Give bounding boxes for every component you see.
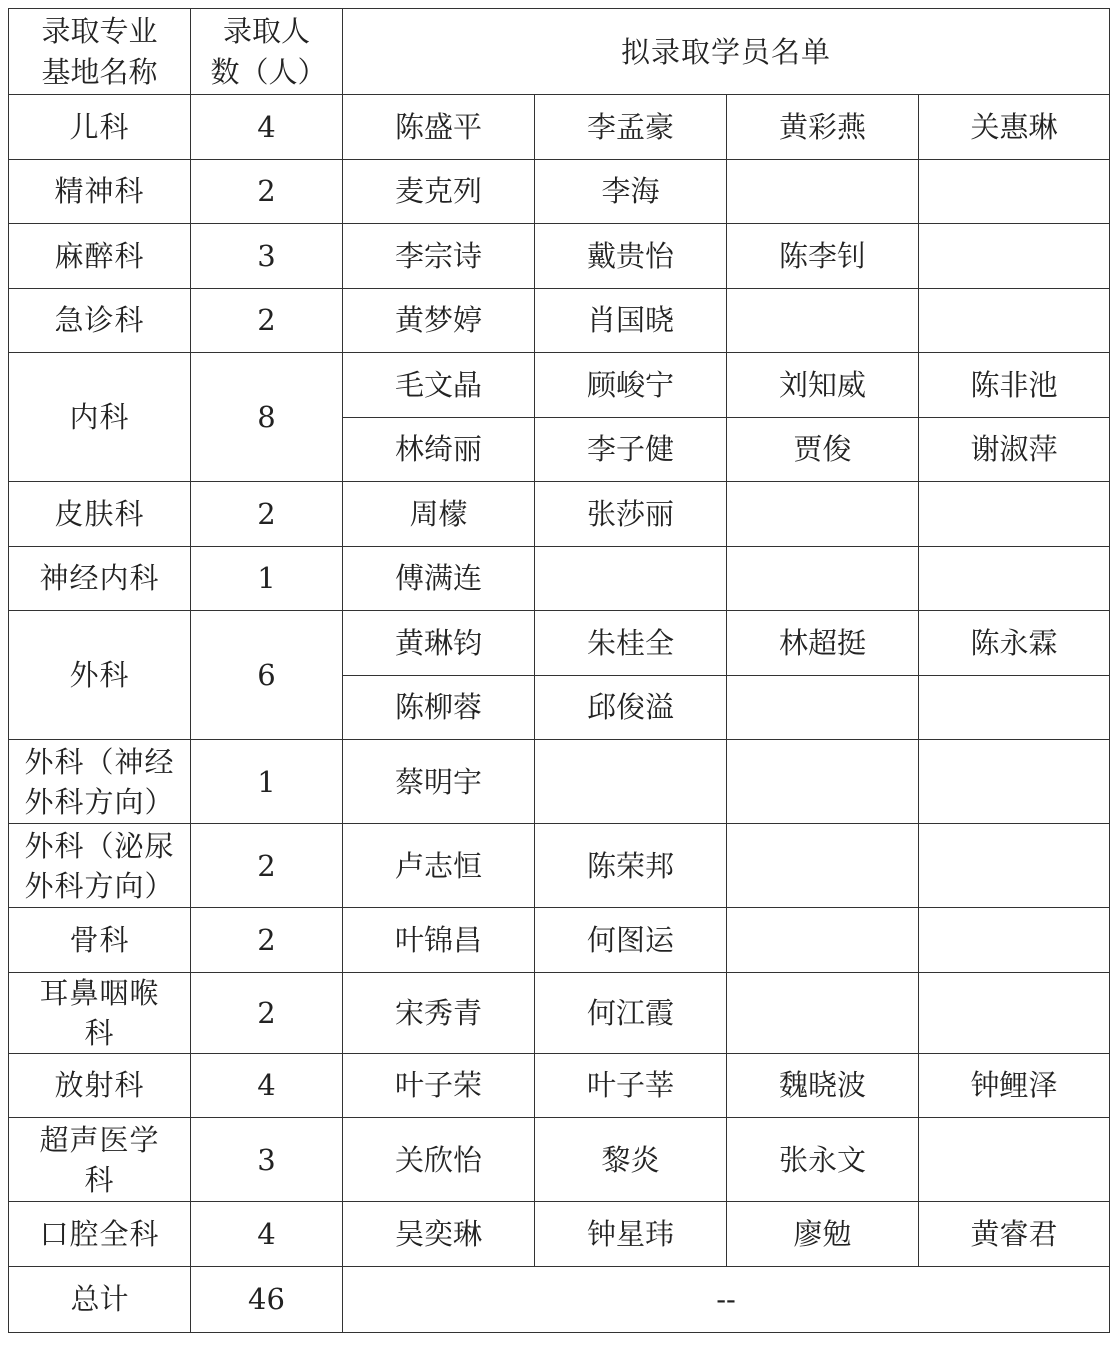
- name-cell: 叶子莘: [535, 1053, 727, 1118]
- name-cell: [919, 908, 1110, 973]
- table-row: [9, 1053, 1110, 1118]
- admission-table: [8, 8, 1110, 1333]
- name-cell: 刘知威: [727, 353, 919, 418]
- name-cell: 顾峻宁: [535, 353, 727, 418]
- table-row: [9, 95, 1110, 160]
- name-cell: [535, 740, 727, 824]
- name-cell: [919, 972, 1110, 1053]
- name-cell: [919, 824, 1110, 908]
- dept-cell: 内科: [9, 353, 191, 482]
- name-cell: 戴贵怡: [535, 224, 727, 289]
- name-cell: [727, 675, 919, 740]
- name-cell: [919, 288, 1110, 353]
- name-cell: [727, 482, 919, 547]
- name-cell: 卢志恒: [343, 824, 535, 908]
- name-cell: [919, 482, 1110, 547]
- name-cell: 李海: [535, 159, 727, 224]
- name-cell: 林超挺: [727, 611, 919, 676]
- name-cell: 肖国晓: [535, 288, 727, 353]
- count-cell: 2: [191, 824, 343, 908]
- name-cell: 黄睿君: [919, 1202, 1110, 1267]
- name-cell: 叶锦昌: [343, 908, 535, 973]
- count-cell: 3: [191, 1118, 343, 1202]
- dept-cell: 耳鼻咽喉科: [9, 972, 191, 1053]
- dept-cell: 麻醉科: [9, 224, 191, 289]
- count-cell: 6: [191, 611, 343, 740]
- dept-cell: 放射科: [9, 1053, 191, 1118]
- name-cell: [727, 824, 919, 908]
- count-cell: 2: [191, 482, 343, 547]
- name-cell: 何江霞: [535, 972, 727, 1053]
- table-row: [9, 546, 1110, 611]
- count-cell: 8: [191, 353, 343, 482]
- name-cell: 黄琳钧: [343, 611, 535, 676]
- dept-cell: 超声医学科: [9, 1118, 191, 1202]
- name-cell: 麦克列: [343, 159, 535, 224]
- name-cell: 邱俊溢: [535, 675, 727, 740]
- name-cell: [727, 159, 919, 224]
- count-cell: 1: [191, 546, 343, 611]
- name-cell: [727, 288, 919, 353]
- count-cell: 2: [191, 972, 343, 1053]
- name-cell: 张莎丽: [535, 482, 727, 547]
- dept-cell: 外科: [9, 611, 191, 740]
- header-dept: 录取专业基地名称: [9, 9, 191, 95]
- count-cell: 4: [191, 1202, 343, 1267]
- table-row: [9, 288, 1110, 353]
- name-cell: 黎炎: [535, 1118, 727, 1202]
- count-cell: 4: [191, 1053, 343, 1118]
- name-cell: 陈非池: [919, 353, 1110, 418]
- count-cell: 2: [191, 908, 343, 973]
- name-cell: 何图运: [535, 908, 727, 973]
- name-cell: 蔡明宇: [343, 740, 535, 824]
- name-cell: 关惠琳: [919, 95, 1110, 160]
- count-cell: 1: [191, 740, 343, 824]
- dept-cell: 皮肤科: [9, 482, 191, 547]
- dept-cell: 外科（神经外科方向）: [9, 740, 191, 824]
- dept-cell: 儿科: [9, 95, 191, 160]
- name-cell: 林绮丽: [343, 417, 535, 482]
- name-cell: [727, 740, 919, 824]
- name-cell: 叶子荣: [343, 1053, 535, 1118]
- table-row: [9, 824, 1110, 908]
- name-cell: [919, 159, 1110, 224]
- table-row: [9, 353, 1110, 418]
- name-cell: [919, 546, 1110, 611]
- table-row: [9, 611, 1110, 676]
- name-cell: 陈李钊: [727, 224, 919, 289]
- name-cell: 谢淑萍: [919, 417, 1110, 482]
- name-cell: 傅满连: [343, 546, 535, 611]
- name-cell: 钟鲤泽: [919, 1053, 1110, 1118]
- total-count: 46: [191, 1266, 343, 1332]
- name-cell: [919, 1118, 1110, 1202]
- name-cell: 李宗诗: [343, 224, 535, 289]
- name-cell: 张永文: [727, 1118, 919, 1202]
- name-cell: [919, 224, 1110, 289]
- name-cell: 陈柳蓉: [343, 675, 535, 740]
- name-cell: 吴奕琳: [343, 1202, 535, 1267]
- header-row: [9, 9, 1110, 95]
- total-label: 总计: [9, 1266, 191, 1332]
- dept-cell: 神经内科: [9, 546, 191, 611]
- table-row: [9, 159, 1110, 224]
- name-cell: 黄梦婷: [343, 288, 535, 353]
- dept-cell: 骨科: [9, 908, 191, 973]
- name-cell: 陈荣邦: [535, 824, 727, 908]
- name-cell: [535, 546, 727, 611]
- table-row: [9, 1118, 1110, 1202]
- table-row: [9, 972, 1110, 1053]
- name-cell: [919, 675, 1110, 740]
- name-cell: 毛文晶: [343, 353, 535, 418]
- table-row: [9, 224, 1110, 289]
- dept-cell: 外科（泌尿外科方向）: [9, 824, 191, 908]
- header-names: 拟录取学员名单: [343, 9, 1110, 95]
- dept-cell: 精神科: [9, 159, 191, 224]
- count-cell: 2: [191, 288, 343, 353]
- name-cell: 李孟豪: [535, 95, 727, 160]
- name-cell: [727, 546, 919, 611]
- name-cell: 陈永霖: [919, 611, 1110, 676]
- table-row: [9, 482, 1110, 547]
- name-cell: 周檬: [343, 482, 535, 547]
- name-cell: 宋秀青: [343, 972, 535, 1053]
- total-row: [9, 1266, 1110, 1332]
- dept-cell: 口腔全科: [9, 1202, 191, 1267]
- count-cell: 3: [191, 224, 343, 289]
- count-cell: 4: [191, 95, 343, 160]
- name-cell: 黄彩燕: [727, 95, 919, 160]
- name-cell: 关欣怡: [343, 1118, 535, 1202]
- table-row: [9, 1202, 1110, 1267]
- total-names: --: [343, 1266, 1110, 1332]
- table-row: [9, 908, 1110, 973]
- name-cell: [919, 740, 1110, 824]
- name-cell: 贾俊: [727, 417, 919, 482]
- header-count: 录取人数（人）: [191, 9, 343, 95]
- name-cell: 魏晓波: [727, 1053, 919, 1118]
- name-cell: [727, 908, 919, 973]
- table-row: [9, 740, 1110, 824]
- name-cell: [727, 972, 919, 1053]
- name-cell: 钟星玮: [535, 1202, 727, 1267]
- name-cell: 陈盛平: [343, 95, 535, 160]
- name-cell: 李子健: [535, 417, 727, 482]
- dept-cell: 急诊科: [9, 288, 191, 353]
- name-cell: 廖勉: [727, 1202, 919, 1267]
- name-cell: 朱桂全: [535, 611, 727, 676]
- count-cell: 2: [191, 159, 343, 224]
